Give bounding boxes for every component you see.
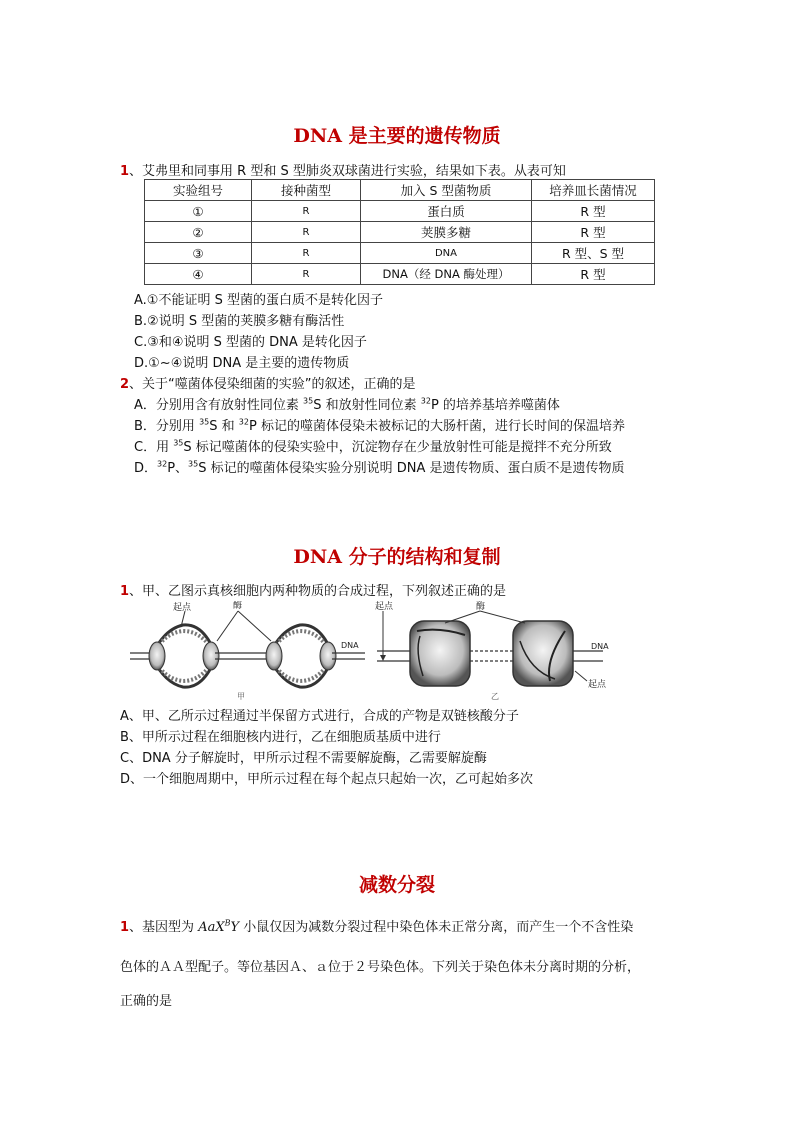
question-number: 1 bbox=[120, 164, 130, 179]
question-text: 、甲、乙图示真核细胞内两种物质的合成过程，下列叙述正确的是 bbox=[129, 584, 507, 599]
table-cell: 荚膜多糖 bbox=[361, 222, 532, 243]
section-title-dna-genetic-material: DNA 是主要的遗传物质 bbox=[293, 125, 501, 147]
genotype: AaX$^B$Y bbox=[198, 918, 240, 935]
section-title-meiosis: 减数分裂 bbox=[358, 874, 435, 896]
question-number: 1 bbox=[120, 584, 130, 599]
option-c: C．用 $^{35}$S 标记噬菌体的侵染实验中，沉淀物存在少量放射性可能是搅拌不充分所致 bbox=[134, 438, 612, 455]
option-c: C.③和④说明 S 型菌的 DNA 是转化因子 bbox=[134, 335, 367, 350]
option-d: D．$^{32}$P、$^{35}$S 标记的噬菌体侵染实验分别说明 DNA 是遗传物质、蛋白质不是遗传物质 bbox=[134, 459, 625, 476]
replication-figure bbox=[125, 601, 625, 701]
table-header-row bbox=[145, 180, 655, 201]
table-header: 实验组号 bbox=[145, 180, 252, 201]
table-cell: DNA bbox=[361, 243, 532, 264]
table-cell: R 型 bbox=[532, 222, 655, 243]
option-b: B、甲所示过程在细胞核内进行，乙在细胞质基质中进行 bbox=[120, 730, 441, 745]
question-text: 、关于“噬菌体侵染细菌的实验”的叙述，正确的是 bbox=[129, 377, 416, 392]
option-c: C、DNA 分子解旋时，甲所示过程不需要解旋酶，乙需要解旋酶 bbox=[120, 751, 487, 766]
table-header: 加入 S 型菌物质 bbox=[361, 180, 532, 201]
question-number: 1 bbox=[120, 920, 130, 935]
table-row bbox=[145, 243, 655, 264]
table-cell: R bbox=[252, 201, 361, 222]
experiment-table bbox=[144, 179, 655, 285]
table-cell: 蛋白质 bbox=[361, 201, 532, 222]
qidian-label: 起点 bbox=[173, 603, 192, 613]
option-a: A、甲、乙所示过程通过半保留方式进行，合成的产物是双链核酸分子 bbox=[120, 709, 519, 724]
question-text: 、艾弗里和同事用 R 型和 S 型肺炎双球菌进行实验，结果如下表。从表可知 bbox=[129, 164, 566, 179]
question-1-stem bbox=[120, 160, 566, 179]
dna-label: DNA bbox=[591, 642, 609, 651]
table-cell: R bbox=[252, 243, 361, 264]
table-row bbox=[145, 201, 655, 222]
mei-label: 酶 bbox=[476, 602, 486, 612]
table-cell: R bbox=[252, 264, 361, 285]
table-cell: DNA（经 DNA 酶处理） bbox=[361, 264, 532, 285]
option-a: A.①不能证明 S 型菌的蛋白质不是转化因子 bbox=[134, 293, 383, 308]
qidian-label: 起点 bbox=[375, 602, 394, 612]
option-b: B.②说明 S 型菌的荚膜多糖有酶活性 bbox=[134, 314, 345, 329]
figure-label-jia: 甲 bbox=[237, 692, 245, 701]
figure-yi bbox=[375, 601, 609, 701]
question-1-line1: 1、基因型为 AaX$^B$Y 小鼠仅因为减数分裂过程中染色体未正常分离，而产生一个不含性染 bbox=[120, 918, 634, 935]
table-cell: R 型 bbox=[532, 264, 655, 285]
table-cell: ③ bbox=[145, 243, 252, 264]
question-1-line3: 正确的是 bbox=[120, 994, 173, 1009]
question-number: 2 bbox=[120, 377, 130, 392]
table-cell: ④ bbox=[145, 264, 252, 285]
question-1-stem bbox=[120, 580, 506, 599]
option-d: D、一个细胞周期中，甲所示过程在每个起点只起始一次，乙可起始多次 bbox=[120, 772, 534, 787]
option-d: D.①~④说明 DNA 是主要的遗传物质 bbox=[134, 356, 350, 371]
mei-label: 酶 bbox=[233, 601, 243, 611]
table-row bbox=[145, 264, 655, 285]
question-1-line2: 色体的ＡＡ型配子。等位基因Ａ、ａ位于２号染色体。下列关于染色体未分离时期的分析， bbox=[120, 960, 641, 975]
qidian-label: 起点 bbox=[588, 680, 607, 690]
table-header: 接种菌型 bbox=[252, 180, 361, 201]
dna-label: DNA bbox=[341, 641, 359, 650]
table-cell: R 型 bbox=[532, 201, 655, 222]
figure-label-yi: 乙 bbox=[491, 692, 499, 701]
table-header: 培养皿长菌情况 bbox=[532, 180, 655, 201]
table-cell: R bbox=[252, 222, 361, 243]
figure-jia bbox=[130, 601, 365, 701]
option-b: B．分别用 $^{35}$S 和 $^{32}$P 标记的噬菌体侵染未被标记的大肠杆菌，进行长时间的保温培养 bbox=[134, 417, 625, 434]
table-cell: ② bbox=[145, 222, 252, 243]
question-2-stem bbox=[120, 373, 416, 392]
table-row bbox=[145, 222, 655, 243]
table-cell: ① bbox=[145, 201, 252, 222]
section-title-dna-structure-replication: DNA 分子的结构和复制 bbox=[293, 546, 501, 568]
table-cell: R 型、S 型 bbox=[532, 243, 655, 264]
option-a: A．分别用含有放射性同位素 $^{35}$S 和放射性同位素 $^{32}$P 的培养基培养噬菌体 bbox=[134, 396, 560, 413]
